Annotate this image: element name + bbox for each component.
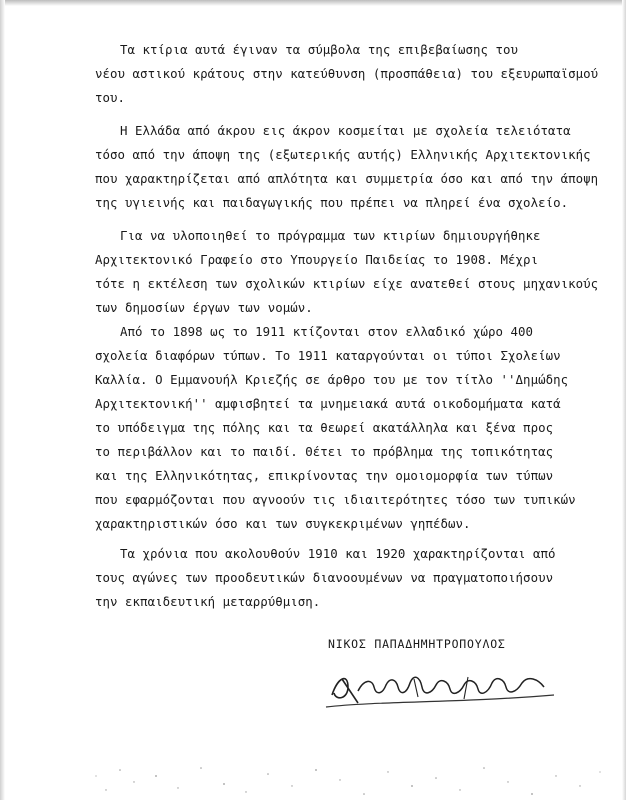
text-line: το περιβάλλον και το παιδί. Θέτει το πρόβλημα της τοπικότητας [95,444,554,459]
text-line: Αρχιτεκτονική'' αμφισβητεί τα μνημειακά αυτά οικοδομήματα κατά [95,396,561,411]
text-line: Αρχιτεκτονικό Γραφείο στο Υπουργείο Παιδείας το 1908. Μέχρι [95,252,539,267]
text-line: του. [95,90,126,105]
text-line: Τα χρόνια που ακολουθούν 1910 και 1920 χαρακτηρίζονται από [120,546,556,561]
text-line: Καλλία. Ο Εμμανουήλ Κριεζής σε άρθρο του με τον τίτλο ''Δημώδης [95,372,569,387]
text-line: των δημοσίων έργων των νομών. [95,300,313,315]
text-line: Για να υλοποιηθεί το πρόγραμμα των κτιρίων δημιουργήθηκε [120,228,541,243]
text-line: της υγιεινής και παιδαγωγικής που πρέπει να πληρεί ένα σχολείο. [95,195,569,210]
text-line: σχολεία διαφόρων τύπων. Το 1911 καταργούνται οι τύποι Σχολείων [95,348,561,363]
text-line: Η Ελλάδα από άκρου εις άκρον κοσμείται με σχολεία τελειότατα [120,123,571,138]
text-line: τους αγώνες των προοδευτικών διανοουμένων να πραγματοποιήσουν [95,570,554,585]
scan-noise [0,710,626,800]
text-line: Τα κτίρια αυτά έγιναν τα σύμβολα της επιβεβαίωσης του [120,42,519,57]
text-line: που χαρακτηρίζεται από απλότητα και συμμετρία όσο και από την άποψη [95,171,599,186]
text-line: τόσο από την άποψη της (εξωτερικής αυτής) Ελληνικής Αρχιτεκτονικής [95,147,591,162]
author-name: ΝΙΚΟΣ ΠΑΠΑΔΗΜΗΤΡΟΠΟΥΛΟΣ [328,637,506,651]
text-line: το υπόδειγμα της πόλης και τα θεωρεί ακατάλληλα και ξένα προς [95,420,554,435]
text-line: και της Ελληνικότητας, επικρίνοντας την ομοιομορφία των τύπων [95,468,554,483]
scan-edge-right [622,0,626,800]
text-line: που εφαρμόζονται που αγνοούν τις ιδιαιτερότητες τόσο των τυπικών [95,492,576,507]
scan-edge-left [0,0,5,800]
text-line: τότε η εκτέλεση των σχολικών κτιρίων είχε ανατεθεί στους μηχανικούς [95,276,599,291]
handwritten-signature [318,657,578,717]
scan-edge-top [0,0,626,6]
text-line: χαρακτηριστικών όσο και των συγκεκριμένων γηπέδων. [95,516,471,531]
text-line: την εκπαιδευτική μεταρρύθμιση. [95,594,321,609]
text-line: νέου αστικού κράτους στην κατεύθυνση (προσπάθεια) του εξευρωπαϊσμού [95,66,599,81]
text-line: Από το 1898 ως το 1911 κτίζονται στον ελλαδικό χώρο 400 [120,324,534,339]
